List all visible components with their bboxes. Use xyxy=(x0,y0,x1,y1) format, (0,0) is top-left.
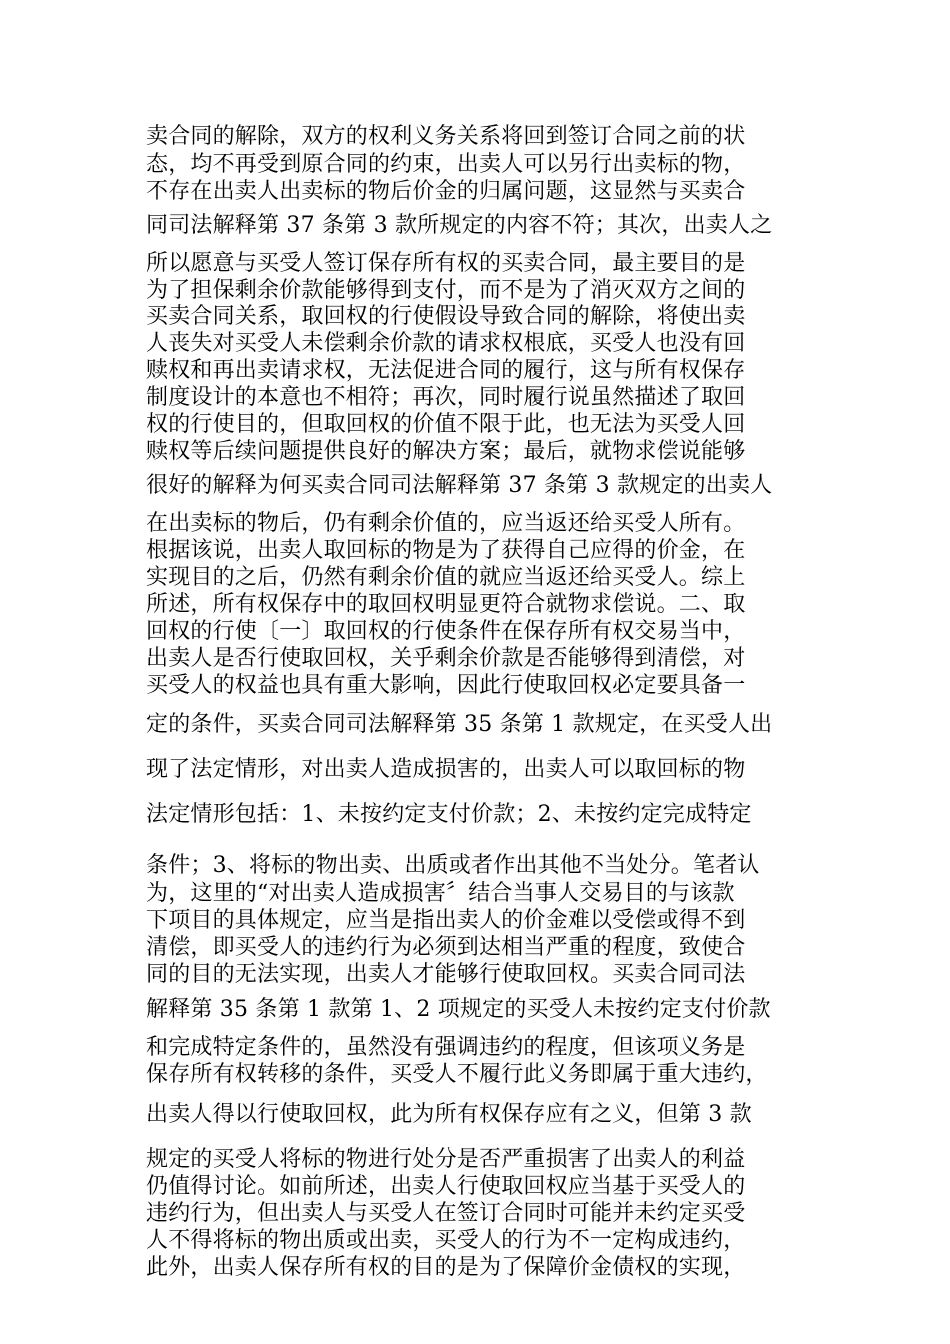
text-line: 为，这里的“对出卖人造成损害〞结合当事人交易目的与该款 xyxy=(146,881,735,906)
text-line: 制度设计的本意也不相符；再次，同时履行说虽然描述了取回 xyxy=(146,385,746,410)
text-line: 赎权和再出卖请求权，无法促进合同的履行，这与所有权保存 xyxy=(146,358,746,383)
text-line: 此外，出卖人保存所有权的目的是为了保障价金债权的实现， xyxy=(146,1255,746,1280)
text-line: 实现目的之后，仍然有剩余价值的就应当返还给买受人。综上 xyxy=(146,565,746,590)
text-line: 买受人的权益也具有重大影响，因此行使取回权必定要具备一 xyxy=(146,673,746,698)
text-line: 态，均不再受到原合同的约束，出卖人可以另行出卖标的物， xyxy=(146,152,746,177)
text-line: 定的条件，买卖合同司法解释第 35 条第 1 款规定，在买受人出 xyxy=(146,712,773,737)
text-line: 清偿，即买受人的违约行为必须到达相当严重的程度，致使合 xyxy=(146,935,746,960)
text-line: 回权的行使〔一〕取回权的行使条件在保存所有权交易当中， xyxy=(146,619,746,644)
text-line: 出卖人是否行使取回权，关乎剩余价款是否能够得到清偿，对 xyxy=(146,646,746,671)
text-line: 赎权等后续问题提供良好的解决方案；最后，就物求偿说能够 xyxy=(146,439,746,464)
text-line: 所以愿意与买受人签订保存所有权的买卖合同，最主要目的是 xyxy=(146,251,746,276)
text-line: 解释第 35 条第 1 款第 1、2 项规定的买受人未按约定支付价款 xyxy=(146,997,771,1022)
text-line: 人丧失对买受人未偿剩余价款的请求权根底，买受人也没有回 xyxy=(146,331,746,356)
text-line: 很好的解释为何买卖合同司法解释第 37 条第 3 款规定的出卖人 xyxy=(146,473,773,498)
text-line: 法定情形包括：1、未按约定支付价款；2、未按约定完成特定 xyxy=(146,802,752,827)
text-line: 出卖人得以行使取回权，此为所有权保存应有之义，但第 3 款 xyxy=(146,1102,752,1127)
text-line: 同的目的无法实现，出卖人才能够行使取回权。买卖合同司法 xyxy=(146,962,746,987)
text-line: 在出卖标的物后，仍有剩余价值的，应当返还给买受人所有。 xyxy=(146,511,746,536)
text-line: 下项目的具体规定，应当是指出卖人的价金难以受偿或得不到 xyxy=(146,908,746,933)
text-line: 卖合同的解除，双方的权利义务关系将回到签订合同之前的状 xyxy=(146,124,746,149)
text-line: 根据该说，出卖人取回标的物是为了获得自己应得的价金，在 xyxy=(146,538,746,563)
text-line: 条件；3、将标的物出卖、出质或者作出其他不当处分。笔者认 xyxy=(146,853,760,878)
text-line: 为了担保剩余价款能够得到支付，而不是为了消灭双方之间的 xyxy=(146,278,746,303)
text-line: 买卖合同关系，取回权的行使假设导致合同的解除，将使出卖 xyxy=(146,304,746,329)
text-line: 规定的买受人将标的物进行处分是否严重损害了出卖人的利益 xyxy=(146,1147,746,1172)
text-line: 不存在出卖人出卖标的物后价金的归属问题，这显然与买卖合 xyxy=(146,179,746,204)
text-line: 仍值得讨论。如前所述，出卖人行使取回权应当基于买受人的 xyxy=(146,1174,746,1199)
text-line: 权的行使目的，但取回权的价值不限于此，也无法为买受人回 xyxy=(146,412,746,437)
text-line: 保存所有权转移的条件，买受人不履行此义务即属于重大违约， xyxy=(146,1062,768,1087)
text-line: 和完成特定条件的，虽然没有强调违约的程度，但该项义务是 xyxy=(146,1035,746,1060)
text-line: 所述，所有权保存中的取回权明显更符合就物求偿说。二、取 xyxy=(146,592,746,617)
text-line: 同司法解释第 37 条第 3 款所规定的内容不符；其次，出卖人之 xyxy=(146,213,773,238)
text-line: 人不得将标的物出质或出卖，买受人的行为不一定构成违约， xyxy=(146,1228,746,1253)
text-line: 现了法定情形，对出卖人造成损害的，出卖人可以取回标的物 xyxy=(146,757,746,782)
text-line: 违约行为，但出卖人与买受人在签订合同时可能并未约定买受 xyxy=(146,1201,746,1226)
